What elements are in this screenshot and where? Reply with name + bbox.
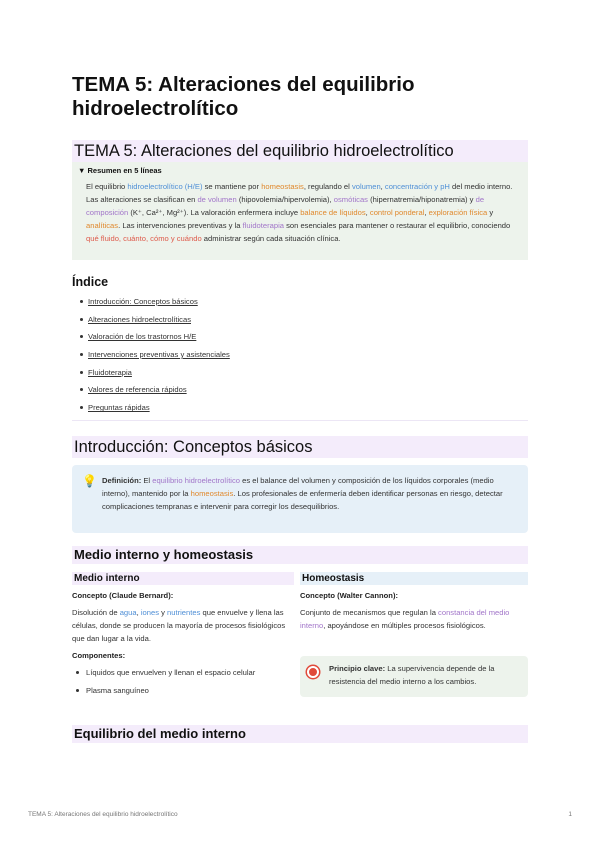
- summary-block: [72, 162, 528, 260]
- section-title: TEMA 5: Alteraciones del equilibrio hidroelectrolítico: [72, 140, 528, 162]
- list-item: Plasma sanguíneo: [72, 686, 294, 704]
- toc-link[interactable]: Valoración de los trastornos H/E: [88, 332, 197, 342]
- summary-text: El equilibrio hidroelectrolítico (H/E) se mantiene por homeostasis, regulando el volumen, concentración y pH del medio interno. Las alteraciones se clasifican en de volumen (hipovolemia/hipervolemia), osmóticas (hipernatremia/hiponatremia) y de composición (K⁺, Ca²⁺, Mg²⁺). La valoración enfermera incluye balance de líquidos, control ponderal, exploración física y analíticas. Las intervenciones preventivas y la fluidoterapia son esenciales para mantener o restaurar el equilibrio, conociendo qué fluido, cuánto, cómo y cuándo administrar según cada situación clínica.: [86, 182, 513, 243]
- document-title: TEMA 5: Alteraciones del equilibrio hidroelectrolítico: [72, 73, 415, 120]
- footer-title: TEMA 5: Alteraciones del equilibrio hidroelectrolítico: [28, 811, 178, 818]
- toc-link[interactable]: Intervenciones preventivas y asistenciales: [88, 350, 230, 360]
- toc-link[interactable]: Alteraciones hidroelectrolíticas: [88, 314, 191, 324]
- toc-item[interactable]: [80, 332, 500, 350]
- toc-item[interactable]: [80, 403, 500, 421]
- toc-link[interactable]: Preguntas rápidas: [88, 403, 150, 413]
- principle-callout: [300, 656, 528, 697]
- list-item: Líquidos que envuelven y llenan el espacio celular: [72, 668, 294, 686]
- page-number: 1: [568, 811, 572, 818]
- medio-interno-text: Disolución de agua, iones y nutrientes que envuelve y llena las células, donde se producen la mayoría de procesos fisiológicos que dan lugar a la vida.: [72, 608, 286, 643]
- toc-link[interactable]: Valores de referencia rápidos: [88, 385, 187, 395]
- equilibrio-title: Equilibrio del medio interno: [72, 725, 528, 743]
- concept-label: Concepto (Claude Bernard):: [72, 591, 174, 600]
- homeostasis-heading: Homeostasis: [300, 572, 528, 585]
- components-list: [72, 668, 294, 704]
- definition-callout: [72, 465, 528, 533]
- toc-link[interactable]: Introducción: Conceptos básicos: [88, 297, 198, 306]
- principle-text: Principio clave: La supervivencia depende de la resistencia del medio interno a los cambios.: [329, 664, 495, 686]
- toc-item[interactable]: [80, 315, 500, 333]
- divider: [72, 420, 528, 421]
- toc-link[interactable]: Fluidoterapia: [88, 367, 132, 377]
- table-of-contents: [80, 297, 500, 421]
- lightbulb-icon: 💡: [82, 474, 97, 488]
- toc-item[interactable]: [80, 297, 500, 315]
- summary-toggle[interactable]: ▼ Resumen en 5 líneas: [78, 166, 162, 175]
- homeostasis-text: Conjunto de mecanismos que regulan la constancia del medio interno, apoyándose en múltiples procesos fisiológicos.: [300, 608, 510, 630]
- medio-interno-heading: Medio interno: [72, 572, 294, 585]
- toc-item[interactable]: [80, 368, 500, 386]
- target-icon: [307, 666, 319, 678]
- definition-text: Definición: El equilibrio hidroelectrolítico es el balance del volumen y composición de los líquidos corporales (medio interno), mantenido por la homeostasis. Los profesionales de enfermería deben identificar personas en riesgo, detectar complicaciones tempranas e intervenir para corregir los desequilibrios.: [102, 476, 503, 511]
- medio-interno-title: Medio interno y homeostasis: [72, 546, 528, 564]
- index-heading: Índice: [72, 275, 109, 289]
- toc-item[interactable]: [80, 385, 500, 403]
- components-label: Componentes:: [72, 651, 126, 660]
- toc-item[interactable]: [80, 350, 500, 368]
- concept-label: Concepto (Walter Cannon):: [300, 591, 399, 600]
- intro-title: Introducción: Conceptos básicos: [72, 436, 528, 458]
